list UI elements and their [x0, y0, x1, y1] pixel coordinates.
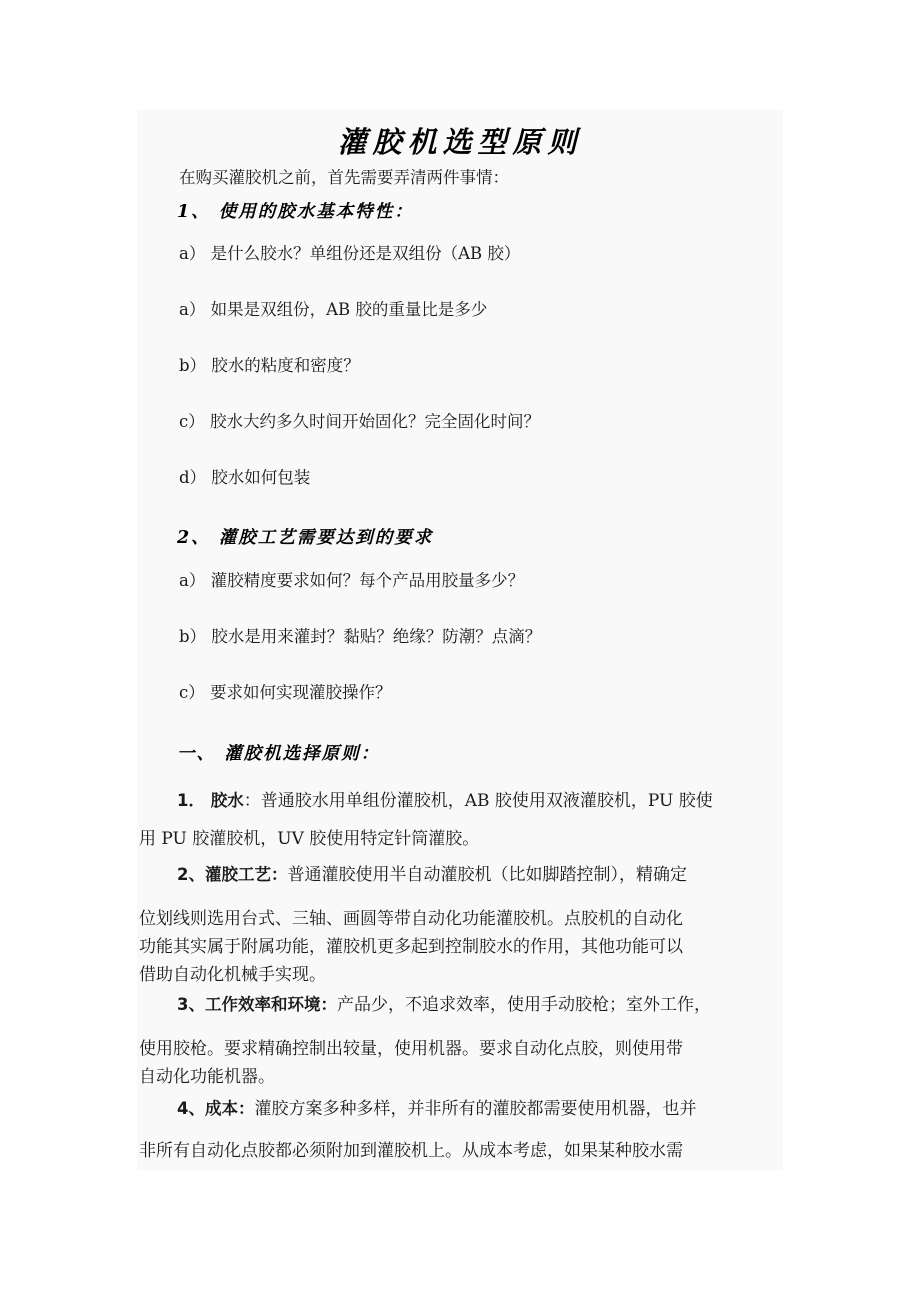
paragraph-efficiency-line: 自动化功能机器。: [139, 1067, 275, 1087]
section2-item: c） 要求如何实现灌胶操作？: [179, 683, 392, 702]
paragraph-efficiency: 3、工作效率和环境：产品少，不追求效率，使用手动胶枪；室外工作，: [177, 995, 711, 1015]
paragraph-label: 3、工作效率和环境：: [177, 995, 337, 1014]
paragraph-process-line: 功能其实属于附属功能，灌胶机更多起到控制胶水的作用，其他功能可以: [139, 937, 683, 957]
paragraph-glue-line: 用 PU 胶灌胶机，UV 胶使用特定针筒灌胶。: [139, 829, 480, 849]
section1-item: c） 胶水大约多久时间开始固化？完全固化时间？: [179, 412, 540, 431]
section3-heading: 一、 灌胶机选择原则：: [177, 744, 381, 764]
intro-text: 在购买灌胶机之前，首先需要弄清两件事情：: [179, 168, 509, 187]
section1-item: a） 如果是双组份，AB 胶的重量比是多少: [179, 300, 488, 319]
paragraph-process-line: 借助自动化机械手实现。: [139, 965, 326, 985]
section1-heading: 1、 使用的胶水基本特性：: [177, 202, 414, 222]
document-page: [137, 110, 783, 1170]
paragraph-process: 2、灌胶工艺：普通灌胶使用半自动灌胶机（比如脚踏控制），精确定: [177, 865, 687, 885]
paragraph-efficiency-line: 使用胶枪。要求精确控制出较量，使用机器。要求自动化点胶，则使用带: [139, 1039, 683, 1059]
section1-item: b） 胶水的粘度和密度？: [179, 356, 360, 375]
paragraph-label: 1． 胶水: [177, 791, 244, 810]
section2-item: a） 灌胶精度要求如何？每个产品用胶量多少？: [179, 571, 525, 590]
paragraph-label: 2、灌胶工艺：: [177, 865, 288, 884]
section1-item: a） 是什么胶水？单组份还是双组份（AB 胶）: [179, 244, 521, 263]
paragraph-glue: 1． 胶水：普通胶水用单组份灌胶机，AB 胶使用双液灌胶机，PU 胶使: [177, 791, 713, 811]
paragraph-cost: 4、成本：灌胶方案多种多样，并非所有的灌胶都需要使用机器，也并: [177, 1099, 697, 1119]
section1-item: d） 胶水如何包装: [179, 468, 311, 487]
section2-heading: 2、 灌胶工艺需要达到的要求: [177, 528, 434, 548]
section2-item: b） 胶水是用来灌封？黏贴？绝缘？防潮？点滴？: [179, 627, 542, 646]
paragraph-cost-line: 非所有自动化点胶都必须附加到灌胶机上。从成本考虑，如果某种胶水需: [139, 1141, 683, 1161]
document-title: 灌胶机选型原则: [337, 125, 583, 159]
paragraph-process-line: 位划线则选用台式、三轴、画圆等带自动化功能灌胶机。点胶机的自动化: [139, 909, 683, 929]
paragraph-label: 4、成本：: [177, 1099, 255, 1118]
